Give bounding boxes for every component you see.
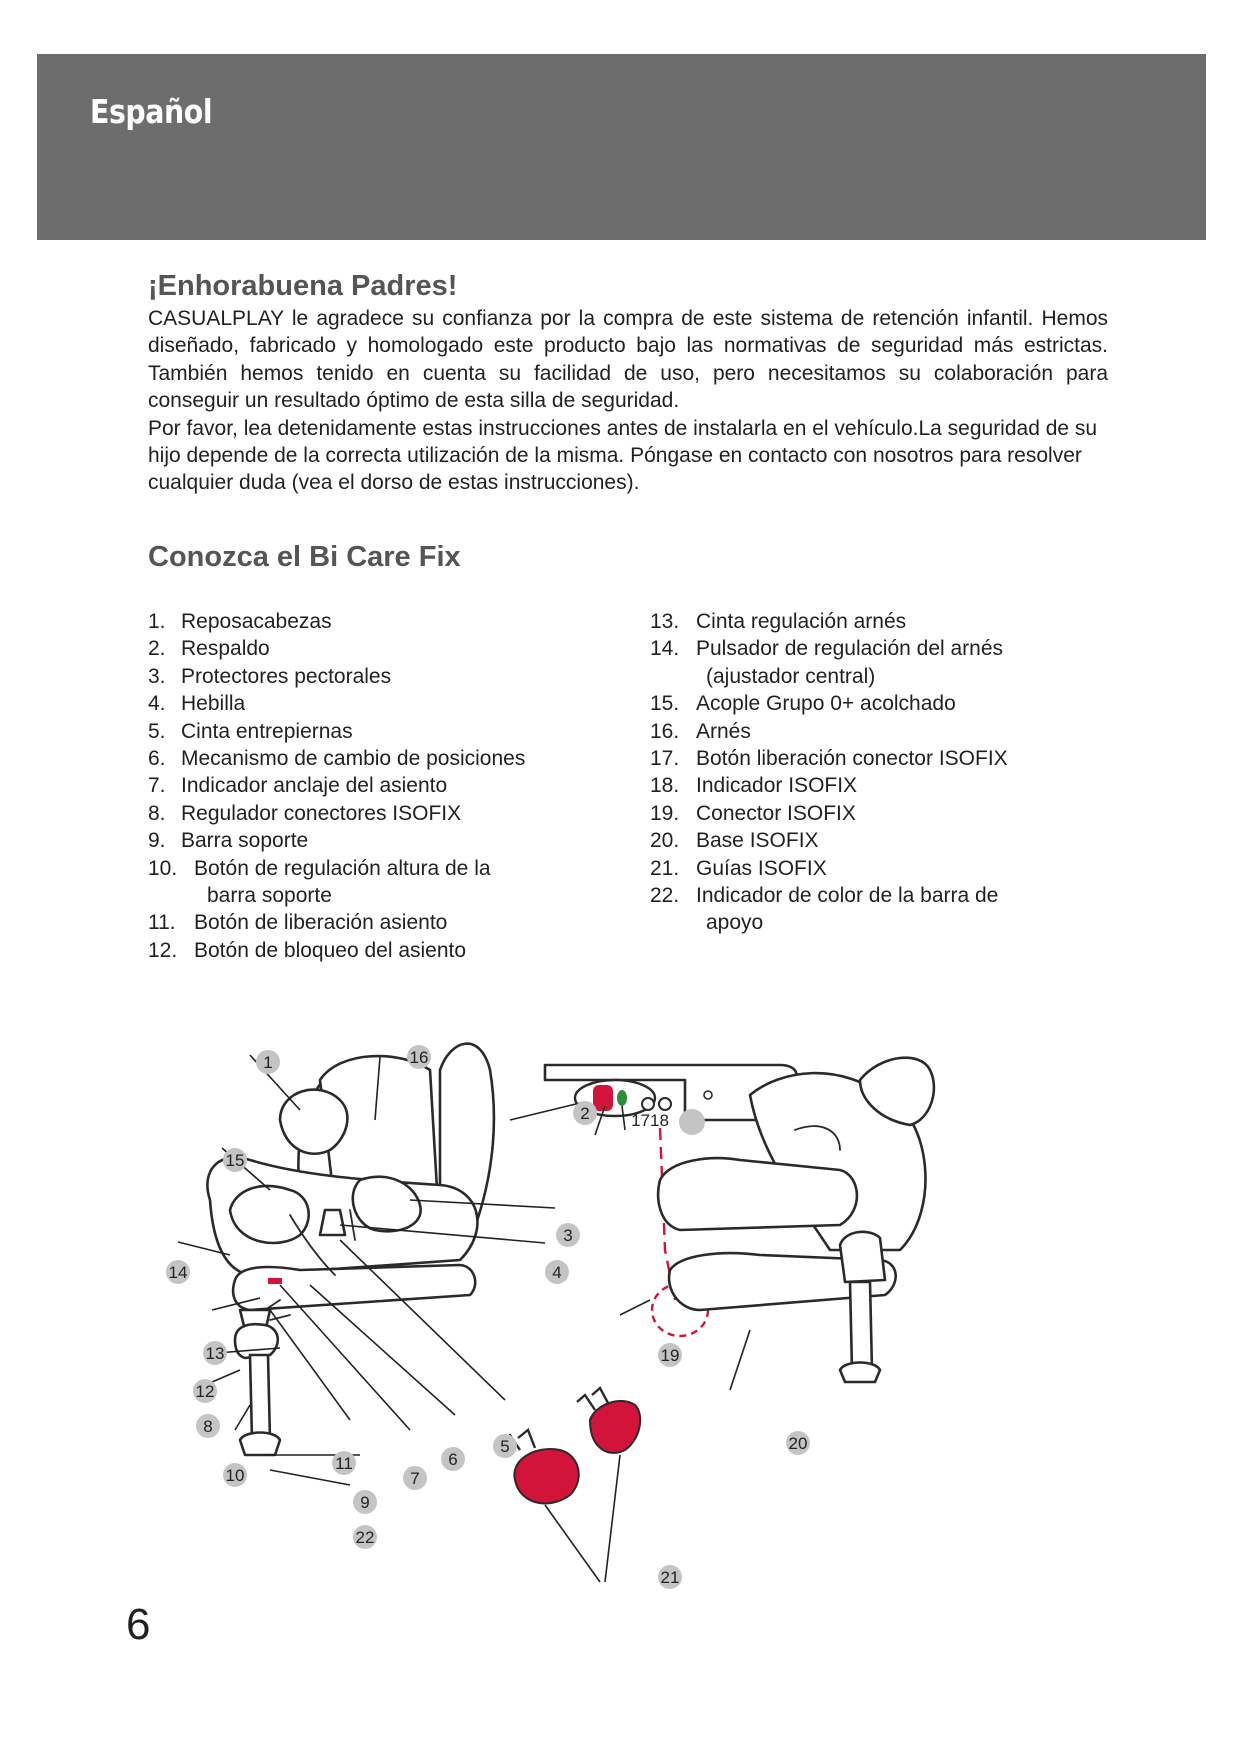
language-title: Español xyxy=(90,92,213,131)
isofix-guides-red xyxy=(500,1388,640,1503)
seat-base xyxy=(233,1265,475,1310)
svg-text:7: 7 xyxy=(410,1469,420,1488)
svg-text:13: 13 xyxy=(205,1344,225,1363)
svg-text:5: 5 xyxy=(500,1437,510,1456)
callout-20 xyxy=(786,1431,810,1455)
callout-7 xyxy=(403,1466,427,1490)
seat-shell-rear xyxy=(658,1158,857,1230)
svg-text:15: 15 xyxy=(225,1151,245,1170)
list-item: 5. Cinta entrepiernas xyxy=(148,719,353,743)
list-item-continuation: (ajustador central) xyxy=(706,664,876,688)
support-leg xyxy=(250,1355,270,1440)
list-item: 12. Botón de bloqueo del asiento xyxy=(148,938,467,962)
list-item: 2. Respaldo xyxy=(148,637,270,661)
isofix-indicator-green xyxy=(617,1090,627,1106)
callout-10 xyxy=(223,1463,247,1487)
svg-text:3: 3 xyxy=(563,1226,573,1245)
list-item: 9. Barra soporte xyxy=(148,829,309,853)
callout-12 xyxy=(193,1379,217,1403)
intro-section xyxy=(148,270,1108,497)
list-item: 4. Hebilla xyxy=(148,692,246,716)
leader-line xyxy=(270,1310,350,1420)
section-title: Conozca el Bi Care Fix xyxy=(148,541,461,573)
isofix-hole xyxy=(642,1098,654,1110)
svg-text:22: 22 xyxy=(355,1528,375,1547)
list-item: 20. Base ISOFIX xyxy=(650,829,819,853)
callout-2 xyxy=(573,1101,597,1125)
list-item: 8. Regulador conectores ISOFIX xyxy=(148,801,462,825)
list-item: 7. Indicador anclaje del asiento xyxy=(148,774,448,798)
support-leg-rear xyxy=(850,1282,872,1370)
list-item: 14. Pulsador de regulación del arnés xyxy=(650,637,1004,661)
callout-13 xyxy=(203,1341,227,1365)
support-leg-foot xyxy=(240,1433,280,1456)
isofix-guide-left xyxy=(514,1449,578,1503)
list-item: 3. Protectores pectorales xyxy=(148,664,392,688)
callout-14 xyxy=(166,1260,190,1284)
list-item: 21. Guías ISOFIX xyxy=(650,856,827,880)
svg-text:1718: 1718 xyxy=(631,1111,669,1130)
svg-text:1: 1 xyxy=(263,1053,273,1072)
page-number: 6 xyxy=(126,1600,151,1649)
list-item: 6. Mecanismo de cambio de posiciones xyxy=(148,747,526,771)
leader-line xyxy=(730,1330,750,1390)
list-item: 17. Botón liberación conector ISOFIX xyxy=(650,747,1008,771)
leg-connector xyxy=(235,1324,278,1358)
anchor-indicator-red xyxy=(268,1278,282,1284)
callout-6 xyxy=(441,1447,465,1471)
callout-15 xyxy=(223,1148,247,1172)
callout-22 xyxy=(353,1525,377,1549)
svg-text:8: 8 xyxy=(203,1417,213,1436)
callout-5 xyxy=(493,1434,517,1458)
list-item: 10. Botón de regulación altura de la xyxy=(148,856,491,880)
svg-text:6: 6 xyxy=(448,1450,458,1469)
svg-text:11: 11 xyxy=(335,1454,353,1473)
svg-text:4: 4 xyxy=(552,1263,562,1282)
isofix-release-button-red xyxy=(593,1085,613,1111)
list-item: 13. Cinta regulación arnés xyxy=(650,610,907,633)
list-item: 18. Indicador ISOFIX xyxy=(650,774,858,798)
svg-text:2: 2 xyxy=(580,1104,590,1123)
list-item: 1. Reposacabezas xyxy=(148,610,332,633)
leg-connector-rear xyxy=(840,1232,885,1282)
leader-line xyxy=(235,1405,250,1430)
callout-11 xyxy=(332,1451,356,1475)
list-item: 22. Indicador de color de la barra de xyxy=(650,884,999,908)
svg-text:14: 14 xyxy=(168,1263,188,1282)
leader-line xyxy=(340,1240,505,1400)
callout-4 xyxy=(545,1260,569,1284)
support-leg-foot-rear xyxy=(840,1363,880,1383)
callout-3 xyxy=(556,1223,580,1247)
callout-19 xyxy=(658,1343,682,1367)
parts-list-right xyxy=(650,608,1130,937)
leader-line xyxy=(605,1455,620,1582)
leader-line xyxy=(620,1300,650,1315)
intro-paragraph-1: CASUALPLAY le agradece su confianza por la compra de este sistema de retención infantil. Hemos diseñado, fabricado y homologado este producto bajo las normativas de seguridad más estrictas. También hemos tenido en cuenta su facilidad de uso, pero necesitamos su colaboración para conseguir un resultado óptimo de esta silla de seguridad. xyxy=(148,307,1108,413)
intro-paragraph-2: Por favor, lea detenidamente estas instrucciones antes de instalarla en el vehículo.La seguridad de su hijo depende de la correcta utilización de la misma. Póngase en contacto con nosotros para resolver cualquier duda (vea el dorso de estas instrucciones). xyxy=(148,416,1098,495)
list-item: 11. Botón de liberación asiento xyxy=(148,911,448,935)
callout-9 xyxy=(353,1490,377,1514)
callout-21 xyxy=(658,1565,682,1589)
list-item-continuation: apoyo xyxy=(706,911,764,935)
isofix-guide-right xyxy=(590,1401,640,1453)
car-seat-diagram xyxy=(140,1010,1120,1630)
svg-text:16: 16 xyxy=(409,1048,429,1067)
svg-text:20: 20 xyxy=(788,1434,808,1453)
svg-text:9: 9 xyxy=(360,1493,370,1512)
leader-line xyxy=(545,1505,600,1582)
list-item-continuation: barra soporte xyxy=(207,884,332,908)
list-item: 16. Arnés xyxy=(650,719,751,743)
isofix-hole xyxy=(704,1091,712,1099)
svg-text:19: 19 xyxy=(660,1346,680,1365)
callout-16 xyxy=(407,1045,431,1069)
isofix-hole xyxy=(659,1098,671,1110)
svg-text:10: 10 xyxy=(225,1466,245,1485)
parts-list-left xyxy=(148,608,628,964)
language-banner xyxy=(37,54,1206,240)
leader-line xyxy=(510,1103,580,1120)
svg-text:21: 21 xyxy=(660,1568,680,1587)
svg-text:12: 12 xyxy=(195,1382,215,1401)
callout-8 xyxy=(196,1414,220,1438)
callout-1718 xyxy=(631,1109,705,1135)
intro-heading: ¡Enhorabuena Padres! xyxy=(148,270,458,302)
list-item: 15. Acople Grupo 0+ acolchado xyxy=(650,692,956,716)
buckle xyxy=(320,1210,345,1235)
list-item: 19. Conector ISOFIX xyxy=(650,801,856,825)
callout-1 xyxy=(256,1050,280,1074)
